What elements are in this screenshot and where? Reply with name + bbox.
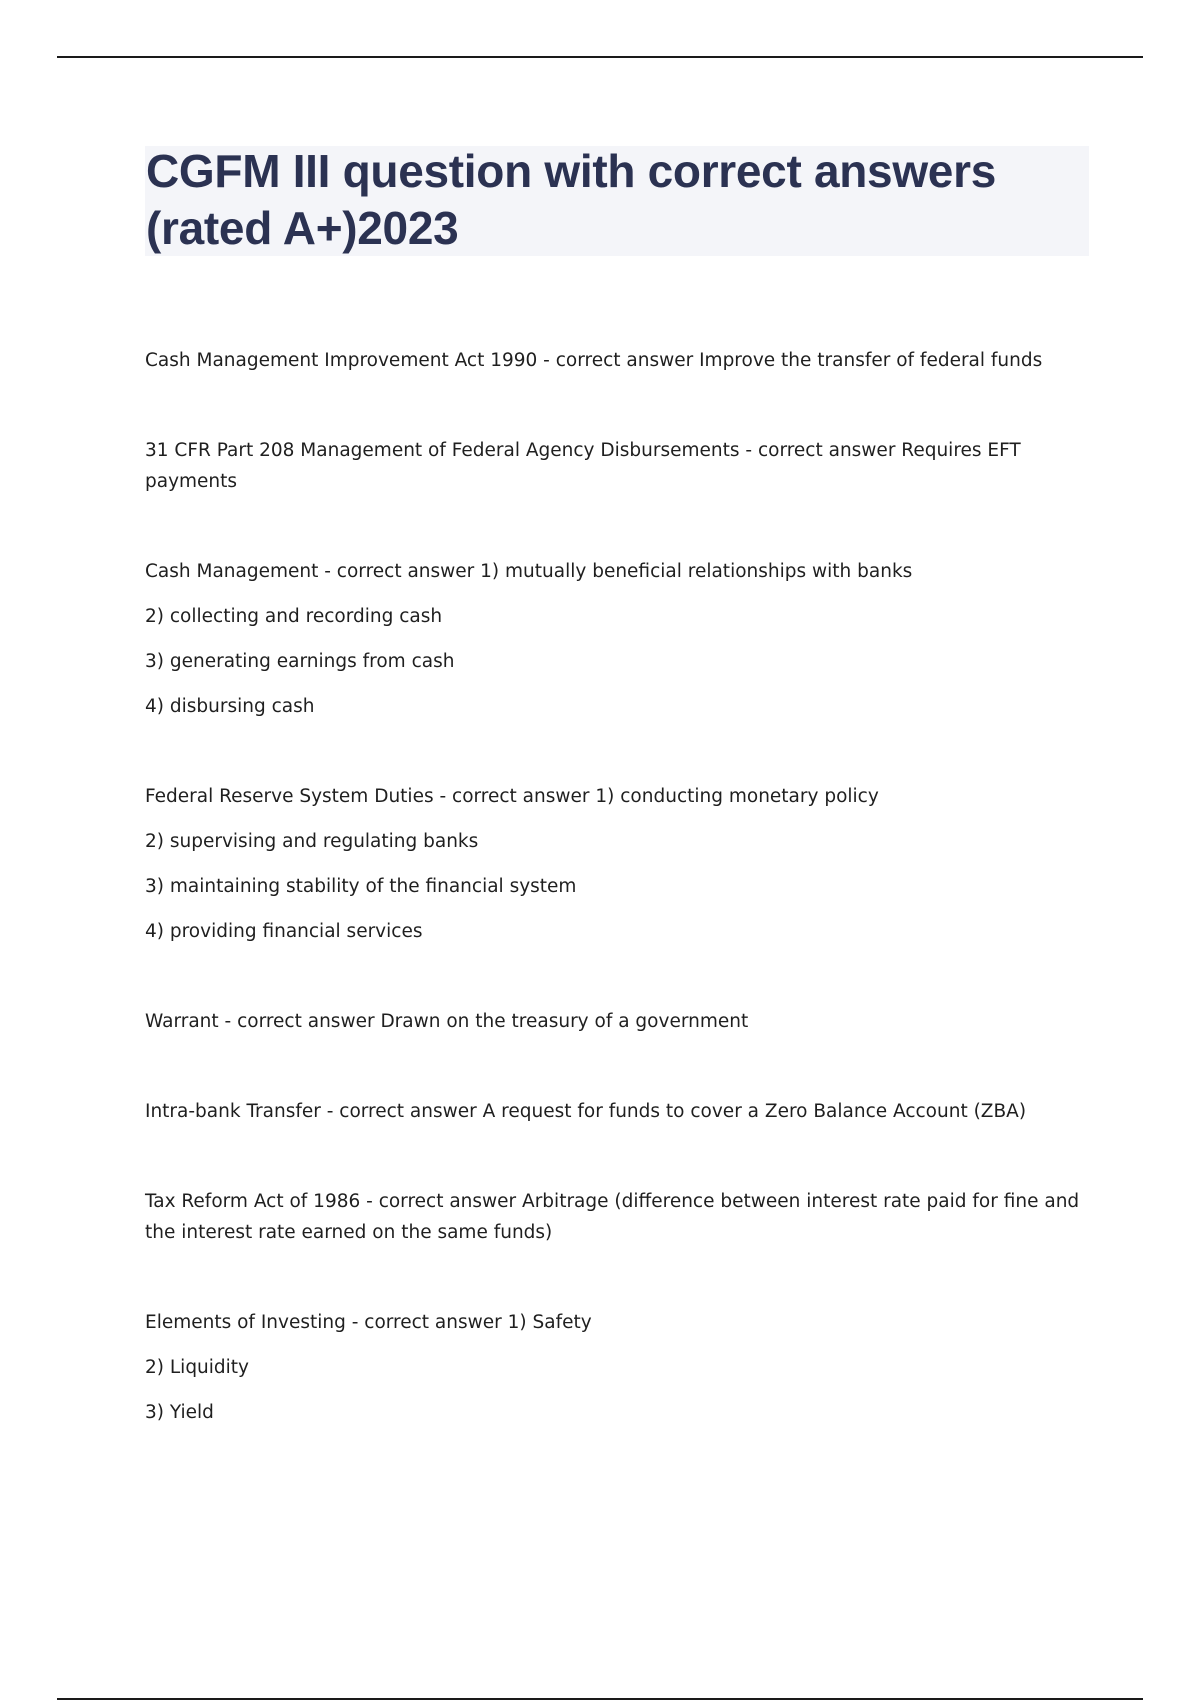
document-title: CGFM III question with correct answers (rated A+)2023 bbox=[146, 145, 996, 254]
qa-sub-answer: 4) providing financial services bbox=[145, 921, 423, 942]
qa-question-answer: 31 CFR Part 208 Management of Federal Agency Disbursements - correct answer Requires EFT payments bbox=[145, 440, 1021, 492]
qa-item bbox=[145, 1186, 1095, 1248]
qa-sub-answer: 3) maintaining stability of the financial system bbox=[145, 876, 577, 897]
qa-question-answer: Warrant - correct answer Drawn on the treasury of a government bbox=[145, 1011, 749, 1032]
qa-sub-answer: 4) disbursing cash bbox=[145, 696, 315, 717]
qa-sub-answer: 3) generating earnings from cash bbox=[145, 651, 455, 672]
qa-item bbox=[145, 781, 1095, 947]
qa-question-answer: Federal Reserve System Duties - correct answer 1) conducting monetary policy bbox=[145, 786, 879, 807]
qa-sub-answer: 2) collecting and recording cash bbox=[145, 606, 443, 627]
qa-question-answer: Cash Management Improvement Act 1990 - correct answer Improve the transfer of federal funds bbox=[145, 350, 1043, 371]
qa-question-answer: Elements of Investing - correct answer 1) Safety bbox=[145, 1312, 592, 1333]
qa-item bbox=[145, 556, 1095, 722]
qa-item bbox=[145, 435, 1095, 497]
top-rule bbox=[57, 56, 1143, 58]
qa-list bbox=[145, 345, 1095, 1487]
qa-sub-answer: 2) Liquidity bbox=[145, 1357, 250, 1378]
qa-item bbox=[145, 1006, 1095, 1037]
qa-item bbox=[145, 1096, 1095, 1127]
qa-sub-answer: 2) supervising and regulating banks bbox=[145, 831, 479, 852]
qa-sub-answer: 3) Yield bbox=[145, 1402, 214, 1423]
qa-question-answer: Cash Management - correct answer 1) mutually beneficial relationships with banks bbox=[145, 561, 913, 582]
qa-item bbox=[145, 345, 1095, 376]
qa-item bbox=[145, 1307, 1095, 1428]
qa-question-answer: Tax Reform Act of 1986 - correct answer Arbitrage (difference between interest rate paid for fine and the interest rate earned on the same funds) bbox=[145, 1191, 1080, 1243]
qa-question-answer: Intra-bank Transfer - correct answer A request for funds to cover a Zero Balance Account (ZBA) bbox=[145, 1101, 1027, 1122]
